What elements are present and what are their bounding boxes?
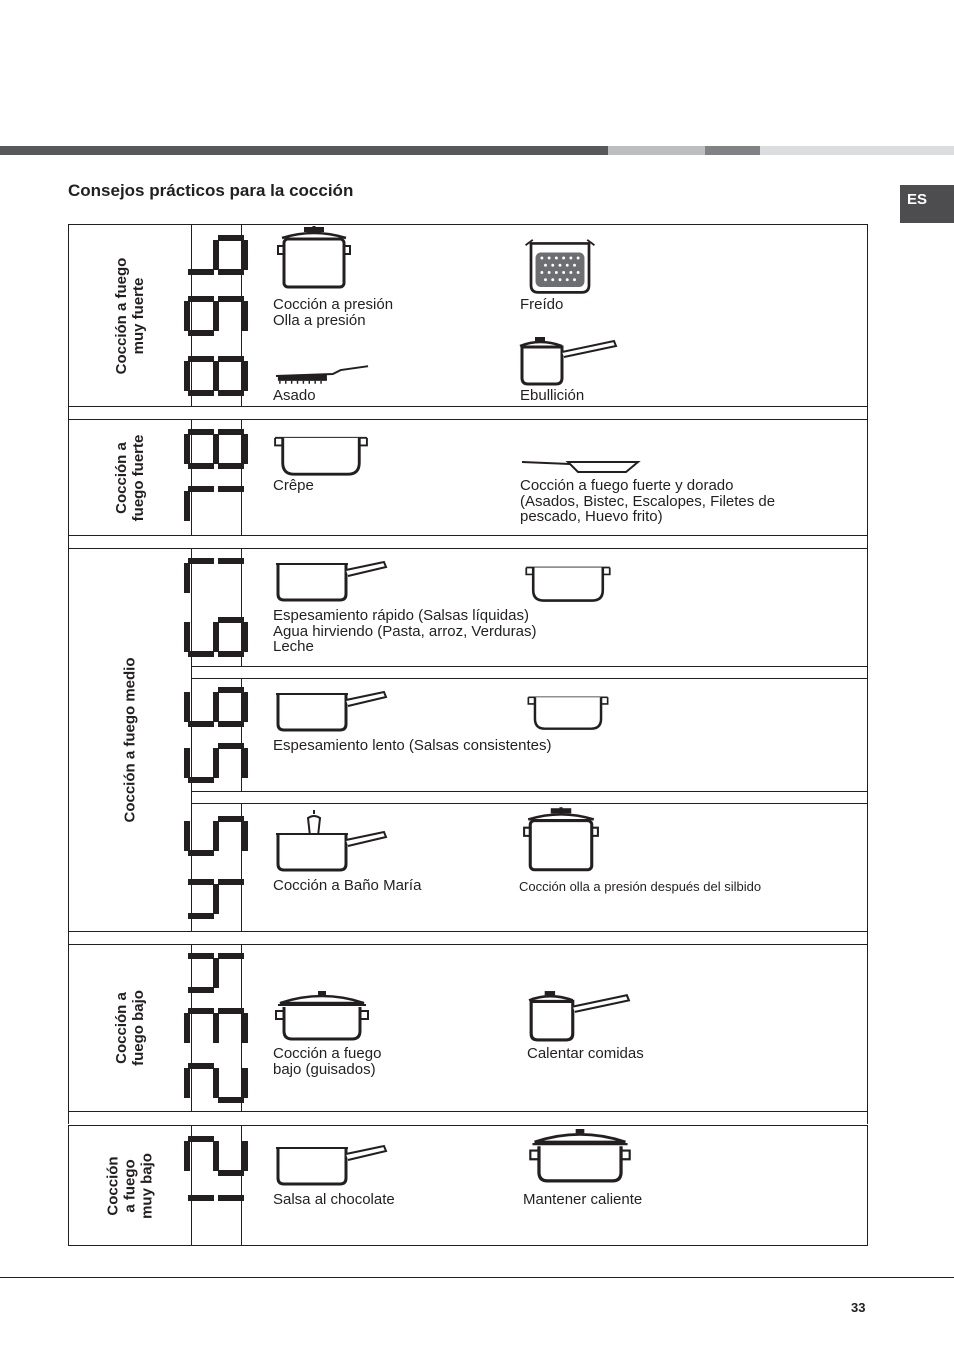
level-digits — [191, 1126, 242, 1245]
level-digits — [191, 679, 242, 791]
item-label: Cocción a fuego fuerte y dorado (Asados, Bistec, Escalopes, Filetes de pescado, Huevo frito) — [520, 477, 776, 525]
item-label: Cocción a presión Olla a presión — [273, 296, 394, 329]
category-label-cell — [69, 945, 192, 1111]
level-digit-8 — [184, 356, 248, 396]
category-label: Cocción a fuego fuerte — [113, 434, 147, 521]
pressure-cooker-icon — [274, 226, 354, 290]
level-digit-2 — [184, 1136, 248, 1176]
item-label: Freído — [520, 296, 564, 313]
section-gap — [68, 1112, 868, 1124]
pressure-cooker-icon — [520, 806, 602, 874]
category-label-cell — [69, 225, 192, 406]
pot-icon — [272, 434, 370, 478]
section-low-heat — [68, 944, 868, 1112]
level-digits — [191, 225, 242, 406]
footer-rule — [0, 1277, 954, 1278]
saucepan-lid-icon — [518, 336, 618, 386]
level-digits — [191, 549, 242, 666]
page-number: 33 — [851, 1300, 866, 1315]
level-digit-7 — [184, 486, 248, 526]
casserole-lid-icon — [526, 1126, 634, 1186]
level-digit-2 — [184, 1063, 248, 1103]
section-gap — [68, 932, 868, 944]
item-label: Espesamiento rápido (Salsas líquidas) Agua hirviendo (Pasta, arroz, Verduras) Leche — [273, 607, 537, 655]
subsection-gap — [191, 791, 867, 804]
category-label: Cocción a fuego muy fuerte — [113, 257, 147, 374]
frying-pan-icon — [519, 456, 641, 476]
item-label: Salsa al chocolate — [273, 1191, 395, 1208]
section-very-low-heat — [68, 1125, 868, 1246]
item-label: Calentar comidas — [527, 1045, 644, 1062]
section-gap — [68, 536, 868, 548]
level-digit-4 — [184, 879, 248, 919]
level-digit-9 — [184, 296, 248, 336]
category-label-cell — [69, 420, 192, 535]
page-title: Consejos prácticos para la cocción — [68, 181, 354, 200]
level-digit-8 — [184, 429, 248, 469]
item-label: Espesamiento lento (Salsas consistentes) — [273, 737, 552, 754]
category-label-cell — [69, 1126, 192, 1245]
level-digit-3 — [184, 1008, 248, 1048]
level-digits — [191, 804, 242, 931]
pot-icon — [518, 564, 618, 604]
bain-marie-icon — [274, 808, 388, 872]
item-label: Mantener caliente — [523, 1191, 643, 1208]
level-digit-5 — [184, 816, 248, 856]
category-label-cell — [69, 549, 192, 931]
level-digit-b — [184, 235, 248, 275]
casserole-lid-icon — [272, 990, 372, 1042]
fryer-basket-icon — [518, 238, 602, 296]
item-label: Cocción a fuego bajo (guisados) — [273, 1045, 382, 1078]
level-digit-6 — [184, 617, 248, 657]
section-very-high-heat — [68, 224, 868, 407]
category-label: Cocción a fuego bajo — [113, 990, 147, 1066]
level-digit-6 — [184, 687, 248, 727]
level-digits — [191, 945, 242, 1111]
level-digit-1 — [184, 1195, 248, 1235]
header-color-bar — [0, 146, 954, 155]
saucepan-icon — [274, 1142, 388, 1186]
item-label: Asado — [273, 387, 316, 404]
level-digit-7 — [184, 558, 248, 598]
section-gap — [68, 407, 868, 419]
item-label: Cocción a Baño María — [273, 877, 422, 894]
saucepan-icon — [274, 688, 388, 732]
item-label: Ebullición — [520, 387, 585, 404]
category-label: Cocción a fuego medio — [121, 657, 139, 823]
saucepan-icon — [274, 558, 388, 602]
item-label: Crêpe — [273, 477, 314, 494]
language-tab: ES — [900, 185, 954, 223]
subsection-gap — [191, 666, 867, 679]
level-digit-4 — [184, 953, 248, 993]
level-digits — [191, 420, 242, 535]
saucepan-lid-icon — [524, 990, 634, 1042]
level-digit-5 — [184, 743, 248, 783]
grill-pan-icon — [274, 362, 372, 386]
category-label: Cocción a fuego muy bajo — [104, 1152, 156, 1219]
pot-icon — [518, 694, 618, 732]
item-label: Cocción olla a presión después del silbido — [519, 879, 762, 894]
